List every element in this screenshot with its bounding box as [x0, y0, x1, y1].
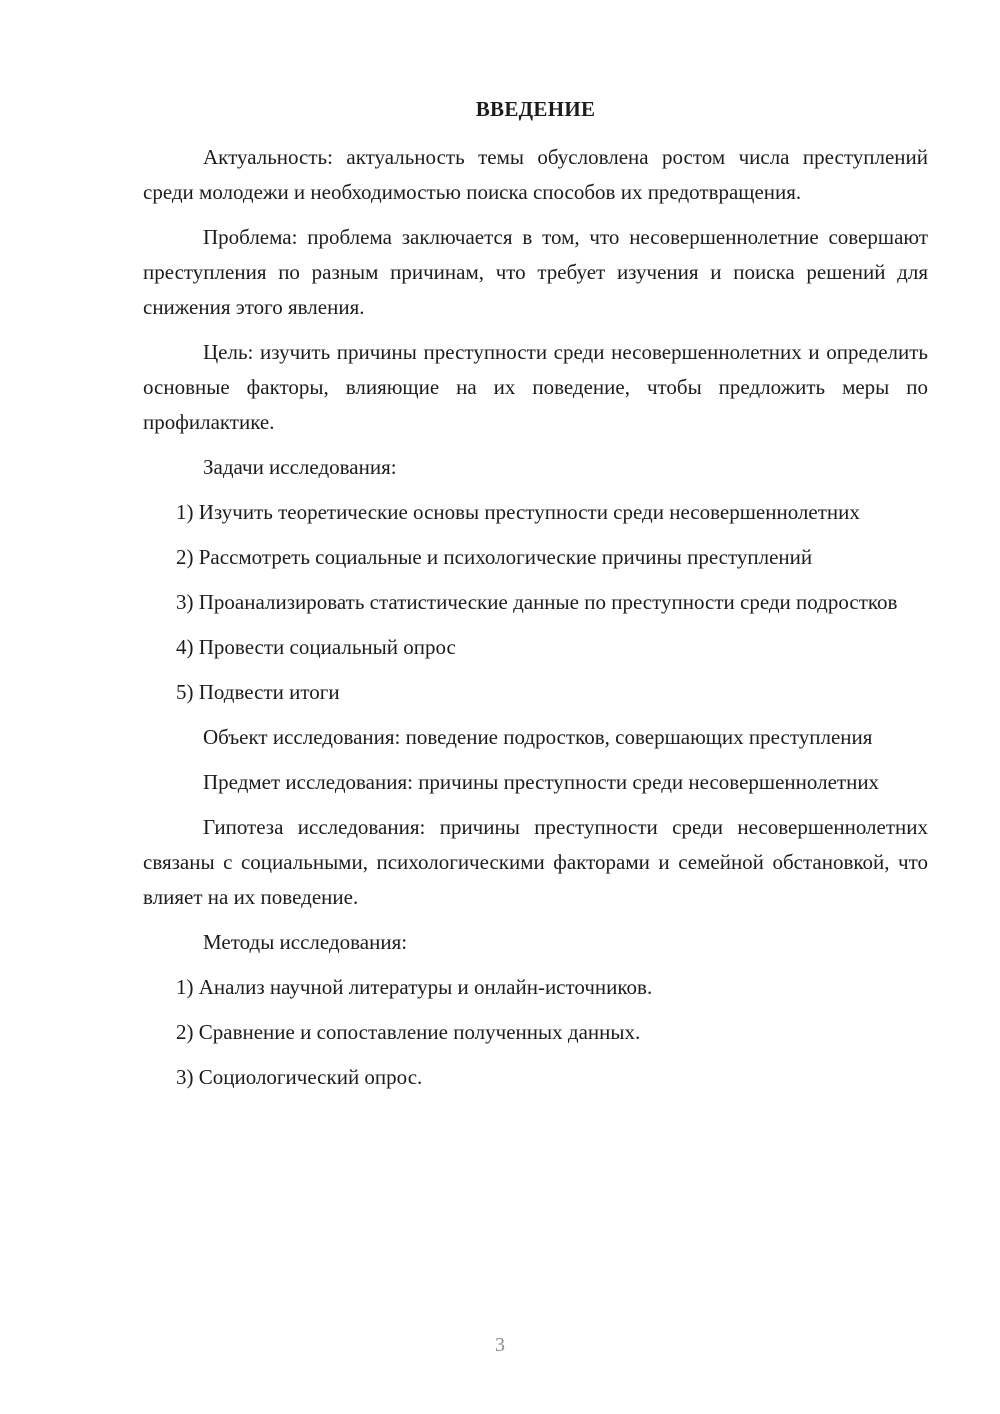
- hypothesis-paragraph: Гипотеза исследования: причины преступности среди несовершеннолетних связаны с социальными, психологическими факторами и семейной обстановкой, что влияет на их поведение.: [143, 815, 928, 909]
- methods-heading: Методы исследования:: [203, 930, 408, 954]
- relevance-paragraph: Актуальность: актуальность темы обусловлена ростом числа преступлений среди молодежи и необходимостью поиска способов их предотвращения.: [143, 145, 928, 204]
- task-item: 3) Проанализировать статистические данные по преступности среди подростков: [176, 590, 898, 614]
- method-item: 1) Анализ научной литературы и онлайн-источников.: [176, 975, 653, 999]
- document-page: [143, 94, 928, 1105]
- task-item: 2) Рассмотреть социальные и психологические причины преступлений: [176, 545, 813, 569]
- problem-paragraph: Проблема: проблема заключается в том, что несовершеннолетние совершают преступления по разным причинам, что требует изучения и поиска решений для снижения этого явления.: [143, 225, 928, 319]
- page-number: 3: [495, 1334, 505, 1356]
- subject-paragraph: Предмет исследования: причины преступности среди несовершеннолетних: [203, 770, 880, 794]
- task-item: 1) Изучить теоретические основы преступности среди несовершеннолетних: [176, 500, 860, 524]
- task-item: 5) Подвести итоги: [176, 680, 340, 704]
- method-item: 2) Сравнение и сопоставление полученных данных.: [176, 1020, 641, 1044]
- goal-paragraph: Цель: изучить причины преступности среди несовершеннолетних и определить основные факторы, влияющие на их поведение, чтобы предложить меры по профилактике.: [143, 340, 928, 434]
- method-item: 3) Социологический опрос.: [176, 1065, 423, 1089]
- object-paragraph: Объект исследования: поведение подростков, совершающих преступления: [203, 725, 873, 749]
- task-item: 4) Провести социальный опрос: [176, 635, 456, 659]
- tasks-heading: Задачи исследования:: [203, 455, 397, 479]
- page-title: ВВЕДЕНИЕ: [475, 97, 596, 121]
